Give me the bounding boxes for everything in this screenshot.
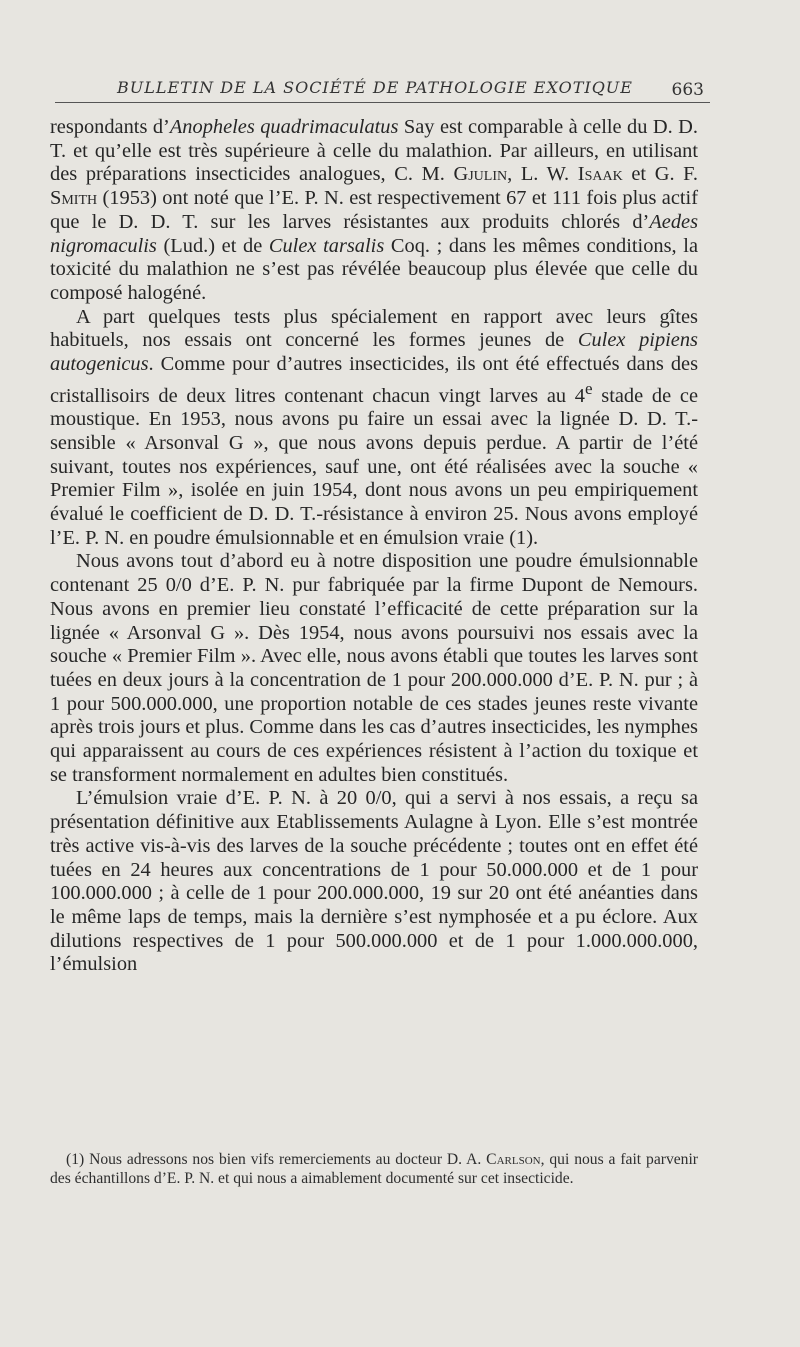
- paragraph-3: Nous avons tout d’abord eu à notre disposition une poudre émulsionnable contenant 25 0/0 d’E. P. N. pur fabriquée par la firme Dupont de Nemours. Nous avons en premier lieu constaté l’efficacité de cette préparation sur la lignée « Arsonval G ». Dès 1954, nous avons poursuivi nos essais avec la souche « Premier Film ». Avec elle, nous avons établi que toutes les larves sont tuées en deux jours à la concentration de 1 pour 200.000.000 d’E. P. N. pur ; à 1 pour 500.000.000, une proportion notable de ces stades jeunes reste vivante après trois jours et plus. Comme dans les cas d’autres insecticides, les nymphes qui apparaissent au cours de ces expériences résistent à l’action du toxique et se transforment normalement en adultes bien constitués.: [50, 550, 698, 786]
- text-run: . Comme pour d’autres insecticides, ils ont été effectués dans des cristallisoirs de deux litres contenant chacun vingt larves au 4: [50, 353, 698, 407]
- body-text: [50, 116, 698, 977]
- author-name: Gjulin: [453, 163, 508, 186]
- text-run: stade de ce moustique. En 1953, nous avons pu faire un essai avec la lignée D. D. T.-sensible « Arsonval G », que nous avons depuis perdue. A partir de l’été suivant, toutes nos expériences, sauf une, ont été réalisées avec la souche « Premier Film », isolée en juin 1954, dont nous avons un peu empiriquement évalué le coefficient de D. D. T.-résistance à environ 25. Nous avons employé l’E. P. N. en poudre émulsionnable et en émulsion vraie (1).: [50, 384, 698, 549]
- text-run: (Lud.) et de: [156, 234, 269, 257]
- superscript: e: [585, 378, 593, 398]
- footnote-1: [50, 1150, 698, 1188]
- author-name: Carlson: [486, 1151, 541, 1168]
- text-run: , qui nous a fait parvenir des échantillons d’E. P. N. et qui nous a aimablement documenté sur cet insecticide.: [50, 1151, 698, 1187]
- paragraph-2: [50, 306, 698, 551]
- running-title: BULLETIN DE LA SOCIÉTÉ DE PATHOLOGIE EXOTIQUE: [117, 78, 633, 97]
- text-run: (1953) ont noté que l’E. P. N. est respectivement 67 et 111 fois plus actif que le D. D. T. sur les larves résistantes aux produits chlorés d’: [50, 187, 698, 233]
- paragraph-4: L’émulsion vraie d’E. P. N. à 20 0/0, qui a servi à nos essais, a reçu sa présentation définitive aux Etablissements Aulagne à Lyon. Elle s’est montrée très active vis-à-vis des larves de la souche précédente ; toutes ont en effet été tuées en 24 heures aux concentrations de 1 pour 50.000.000 et de 1 pour 100.000.000 ; à celle de 1 pour 200.000.000, 19 sur 20 ont été anéanties dans le même laps de temps, mais la dernière s’est nymphosée et a pu éclore. Aux dilutions respectives de 1 pour 500.000.000 et de 1 pour 1.000.000.000, l’émulsion: [50, 787, 698, 976]
- text-run: Coq. ; dans les mêmes conditions, la toxicité du malathion ne s’est pas révélée beaucoup plus élevée que celle du composé halogéné.: [50, 234, 698, 304]
- text-run: Say est comparable à celle du D. D. T. et qu’elle est très supérieure à celle du malathion. Par ailleurs, en utilisant des préparations insecticides analogues, C. M.: [50, 116, 698, 186]
- species-name: Anopheles quadrimaculatus: [169, 116, 399, 138]
- text-run: respondants d’: [50, 116, 170, 138]
- page-number: 663: [671, 80, 704, 100]
- paragraph-1: [50, 116, 698, 306]
- species-name: Culex tarsalis: [268, 234, 385, 257]
- author-name: Smith: [50, 187, 98, 210]
- species-name: Aedes nigromaculis: [50, 210, 698, 257]
- footnotes: [50, 1150, 698, 1188]
- author-name: Isaak: [577, 163, 623, 186]
- page-header: [55, 76, 710, 103]
- species-name: Culex pipiens autogenicus: [50, 329, 698, 376]
- text-run: , L. W.: [507, 163, 578, 186]
- text-run: (1) Nous adressons nos bien vifs remerciements au docteur D. A.: [66, 1151, 487, 1168]
- text-run: et G. F.: [622, 163, 698, 186]
- text-run: A part quelques tests plus spécialement en rapport avec leurs gîtes habituels, nos essais ont concerné les formes jeunes de: [50, 305, 698, 352]
